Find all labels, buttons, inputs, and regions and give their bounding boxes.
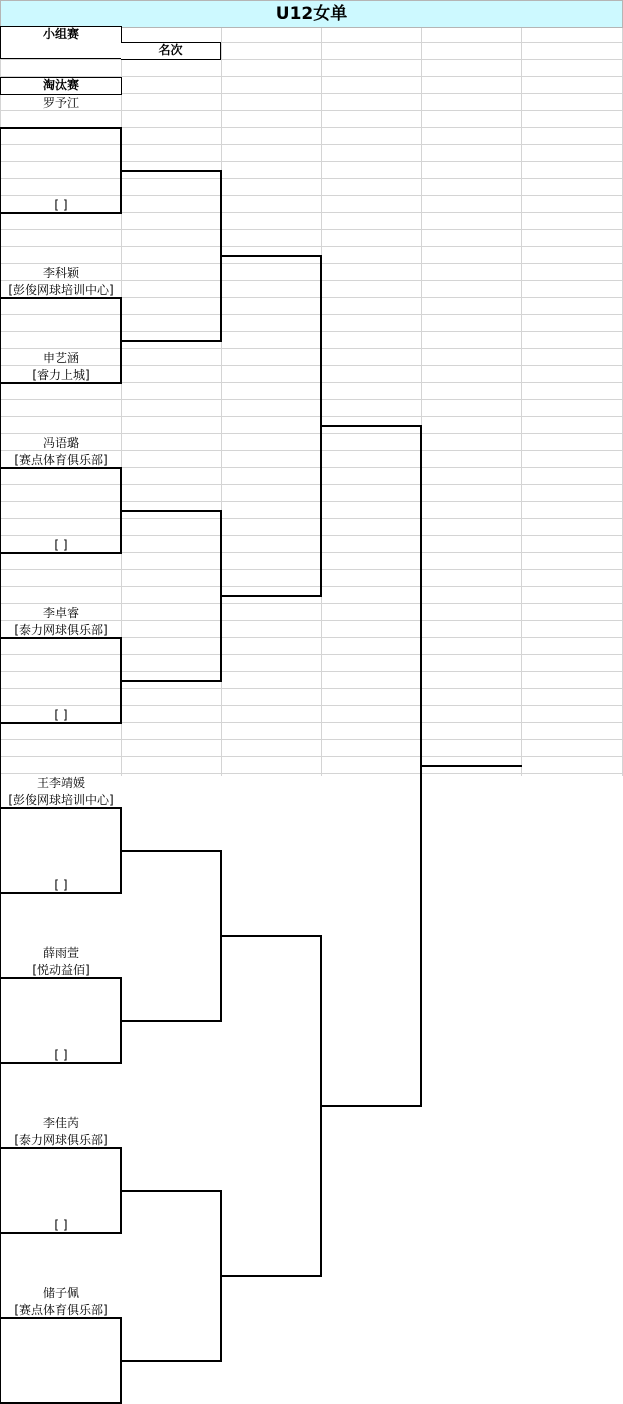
player-name: 王李靖媛 (36, 776, 85, 790)
grid-row-line (0, 144, 623, 145)
grid-row-line (0, 501, 623, 502)
bracket-line (121, 1020, 222, 1022)
grid-row-line (0, 586, 623, 587)
grid-row-line (0, 348, 623, 349)
grid-row-line (0, 739, 623, 740)
bracket-line (0, 127, 122, 129)
player-name: 李佳芮 (42, 1116, 79, 1130)
player-club: [ ] (54, 1218, 68, 1232)
player-name: 储子佩 (42, 1286, 79, 1300)
group-stage-label: 小组赛 (0, 26, 122, 43)
grid-row-line (0, 484, 623, 485)
grid-row-line (0, 569, 623, 570)
player-club: [ ] (54, 1048, 68, 1062)
bracket-line (221, 935, 322, 937)
grid-row-line (0, 416, 623, 417)
bracket-line (121, 680, 222, 682)
player-name: 李卓睿 (42, 606, 79, 620)
group-stage-blank-cell (0, 42, 122, 59)
grid-col-line (521, 26, 522, 776)
grid-row-line (0, 229, 623, 230)
player-club: [ ] (54, 878, 68, 892)
player-club: [彭俊网球培训中心] (8, 793, 114, 807)
bracket-line (121, 340, 222, 342)
bracket-line (321, 425, 422, 427)
player-club: [悦动益佰] (32, 963, 90, 977)
bracket-line (121, 850, 222, 852)
bracket-line (121, 170, 222, 172)
player-name: 薛雨萱 (42, 946, 79, 960)
bracket-line (421, 765, 522, 767)
grid-row-line (0, 654, 623, 655)
grid-row-line (0, 178, 623, 179)
grid-row-line (0, 535, 623, 536)
grid-row-line (0, 756, 623, 757)
bracket-line (321, 1105, 422, 1107)
grid-row-line (0, 705, 623, 706)
grid-row-line (0, 161, 623, 162)
player-club: [ ] (54, 708, 68, 722)
bracket-line (221, 595, 322, 597)
player-club: [泰力网球俱乐部] (14, 1133, 108, 1147)
rank-label: 名次 (121, 42, 221, 60)
player-name: 申艺涵 (42, 351, 79, 365)
grid-row-line (0, 433, 623, 434)
grid-row-line (0, 688, 623, 689)
player-club: [ ] (54, 198, 68, 212)
grid-row-line (0, 331, 623, 332)
player-club: [赛点体育俱乐部] (14, 453, 108, 467)
player-club: [泰力网球俱乐部] (14, 623, 108, 637)
grid-row-line (0, 263, 623, 264)
grid-row-line (0, 314, 623, 315)
player-club: [睿力上城] (32, 368, 90, 382)
bracket-line (221, 1275, 322, 1277)
bracket-line (121, 1190, 222, 1192)
grid-row-line (0, 195, 623, 196)
bracket-line (121, 1360, 222, 1362)
grid-row-line (0, 671, 623, 672)
grid-row-line (0, 773, 623, 774)
grid-row-line (0, 518, 623, 519)
page-title: U12女单 (0, 0, 623, 28)
player-name: 罗予江 (42, 96, 79, 110)
bracket-line (221, 255, 322, 257)
bracket-line (121, 510, 222, 512)
player-club: [赛点体育俱乐部] (14, 1303, 108, 1317)
grid-row-line (0, 603, 623, 604)
player-club: [彭俊网球培训中心] (8, 283, 114, 297)
bracket-line (0, 128, 1, 1404)
player-club: [ ] (54, 538, 68, 552)
knockout-label: 淘汰赛 (0, 77, 122, 95)
grid-row-line (0, 246, 623, 247)
grid-row-line (0, 399, 623, 400)
grid-row-line (0, 59, 623, 60)
player-name: 冯语璐 (42, 436, 79, 450)
player-name: 李科颖 (42, 266, 79, 280)
